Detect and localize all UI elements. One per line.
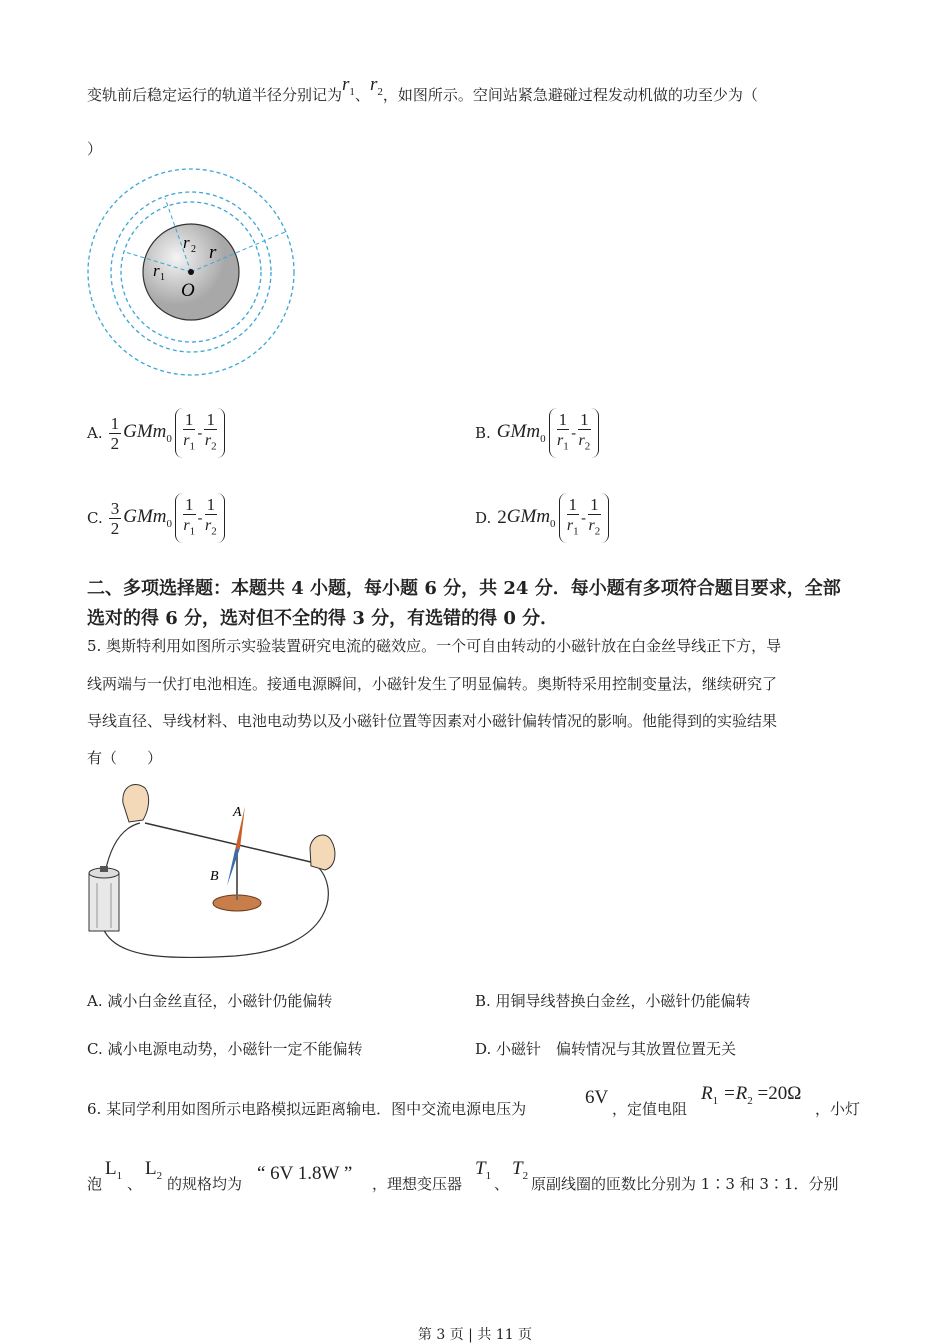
minus: -	[581, 509, 587, 527]
one: 1	[590, 494, 599, 514]
expr-sub: 0	[550, 517, 556, 530]
option-label: D.	[475, 509, 492, 527]
den: 2	[110, 518, 120, 538]
option-label: B.	[475, 424, 491, 442]
coef-frac	[109, 414, 122, 453]
resistance-value: =20Ω	[757, 1083, 802, 1104]
s2: 2	[584, 440, 591, 453]
q5-option-a[interactable]: A. 减小白金丝直径，小磁针仍能偏转	[87, 992, 333, 1010]
q5-line: 导线直径、导线材料、电池电动势以及小磁针位置等因素对小磁针偏转情况的影响。他能得到的实验结果	[87, 712, 778, 730]
T2: T	[512, 1158, 523, 1179]
s1: 1	[189, 525, 196, 538]
r2: r	[369, 74, 378, 95]
one: 1	[185, 494, 194, 514]
r: r	[566, 516, 574, 534]
s2: 2	[594, 525, 601, 538]
minus: -	[571, 424, 577, 442]
q4-line1	[87, 74, 758, 108]
r1-sub: 1	[349, 85, 355, 98]
q5-line: 5. 奥斯特利用如图所示实验装置研究电流的磁效应。一个可自由转动的小磁针放在白金丝导线正下方，导	[87, 637, 782, 655]
minus: -	[197, 509, 203, 527]
R2: =R	[722, 1083, 748, 1104]
s1: 1	[563, 440, 569, 453]
text: 6. 某同学利用如图所示电路模拟远距离输电．图中交流电源电压为	[87, 1100, 527, 1118]
s1: 1	[189, 440, 195, 453]
q4-option-a[interactable]	[87, 408, 225, 458]
label-A: A	[233, 805, 242, 820]
expr: GMm	[123, 506, 167, 528]
r: r	[578, 431, 585, 449]
compass-needle	[213, 806, 261, 911]
s2: 2	[211, 525, 217, 538]
sep: 、	[354, 86, 370, 104]
one: 1	[184, 409, 194, 429]
one: 1	[558, 409, 568, 429]
page-footer: 第 3 页 | 共 11 页	[417, 1327, 533, 1343]
label-r2-sub: 2	[191, 244, 196, 255]
text: ，理想变压器	[372, 1175, 463, 1193]
option-label: A.	[87, 424, 103, 442]
r: r	[204, 431, 212, 449]
hand-left	[123, 784, 149, 822]
q5-line: 线两端与一伏打电池相连。接通电源瞬间，小磁针发生了明显偏转。奥斯特采用控制变量法，继续研究了	[87, 675, 778, 693]
one: 1	[568, 494, 578, 514]
T1: T	[475, 1158, 486, 1179]
label-O: O	[181, 280, 195, 301]
paren-expr	[175, 493, 225, 543]
q5-option-b[interactable]: B. 用铜导线替换白金丝，小磁针仍能偏转	[475, 992, 751, 1010]
coef-frac	[109, 499, 122, 538]
label-r1-sub: 1	[160, 272, 165, 283]
r1: r	[342, 74, 350, 95]
q6-line2: 泡 $L_1$ 、 $L_2$ 的规格均为 “ 6V 1.8W ” ，理想变压器 $T_1$ 、 $T_2$ 原副线圈的匝数比分别为 1∶3 和 3∶1．分别	[87, 1158, 839, 1193]
coef: 2	[497, 507, 507, 528]
oersted-apparatus-diagram	[85, 778, 340, 963]
num: 3	[110, 498, 120, 518]
R1: R	[701, 1083, 713, 1104]
r: r	[183, 431, 190, 449]
expr-sub: 0	[166, 517, 172, 530]
platinum-wire	[145, 823, 315, 863]
one: 1	[206, 494, 216, 514]
label-r2: r	[183, 233, 190, 252]
text: 变轨前后稳定运行的轨道半径分别记为	[87, 86, 343, 104]
q5-option-c[interactable]: C. 减小电源电动势，小磁针一定不能偏转	[87, 1040, 363, 1058]
lamp-spec: “ 6V 1.8W ”	[257, 1163, 353, 1184]
q4-option-c[interactable]	[87, 493, 225, 543]
section2-heading-line2: 选对的得 6 分，选对但不全的得 3 分，有选错的得 0 分．	[87, 608, 559, 629]
text: ，小灯	[815, 1100, 861, 1118]
option-label: C.	[87, 509, 103, 527]
s1: 1	[573, 525, 579, 538]
minus: -	[197, 424, 203, 442]
text: ，定值电阻	[612, 1100, 688, 1118]
section2-heading-line1: 二、多项选择题：本题共 4 小题，每小题 6 分，共 24 分．每小题有多项符合题目要求，全部	[87, 578, 841, 599]
q5-option-d[interactable]: D. 小磁针 偏转情况与其放置位置无关	[475, 1040, 737, 1058]
expr: GMm	[506, 506, 551, 528]
q4-line2: ）	[87, 140, 103, 158]
L1: L	[105, 1158, 117, 1179]
num: 1	[110, 413, 120, 433]
voltage: 6V	[585, 1087, 609, 1108]
r: r	[556, 431, 564, 449]
q4-option-d[interactable]	[475, 493, 609, 543]
orbit-diagram	[85, 168, 300, 380]
q4-option-b[interactable]	[475, 408, 599, 458]
r: r	[183, 516, 190, 534]
label-r: r	[209, 242, 217, 263]
text: ，如图所示。空间站紧急避碰过程发动机做的功至少为（	[382, 86, 758, 104]
wire-left	[105, 823, 140, 873]
expr: GMm	[496, 421, 541, 443]
expr-sub: 0	[540, 432, 546, 445]
text: 原副线圈的匝数比分别为 1∶3 和 3∶1．分别	[531, 1175, 839, 1193]
paren-expr	[175, 408, 225, 458]
center-point	[188, 269, 194, 275]
paren-expr	[549, 408, 599, 458]
den: 2	[110, 433, 120, 453]
battery	[89, 866, 119, 931]
L2: L	[145, 1158, 157, 1179]
one: 1	[580, 409, 589, 429]
hand-right	[310, 835, 335, 870]
q5-line: 有（ ）	[87, 749, 163, 767]
expr: GMm	[123, 421, 167, 443]
r2-sub: 2	[377, 85, 383, 98]
one: 1	[206, 409, 215, 429]
r: r	[204, 516, 212, 534]
r: r	[588, 516, 595, 534]
label-r1: r	[153, 261, 160, 280]
paren-expr	[559, 493, 609, 543]
text: 的规格均为	[167, 1175, 243, 1193]
text: 泡	[87, 1175, 103, 1193]
label-B: B	[210, 869, 219, 884]
q6-line1: 6. 某同学利用如图所示电路模拟远距离输电．图中交流电源电压为 6V ，定值电阻 $R_1 =R_2 =20\Omega$ ，小灯	[87, 1083, 861, 1118]
expr-sub: 0	[166, 432, 172, 445]
s2: 2	[211, 440, 217, 453]
